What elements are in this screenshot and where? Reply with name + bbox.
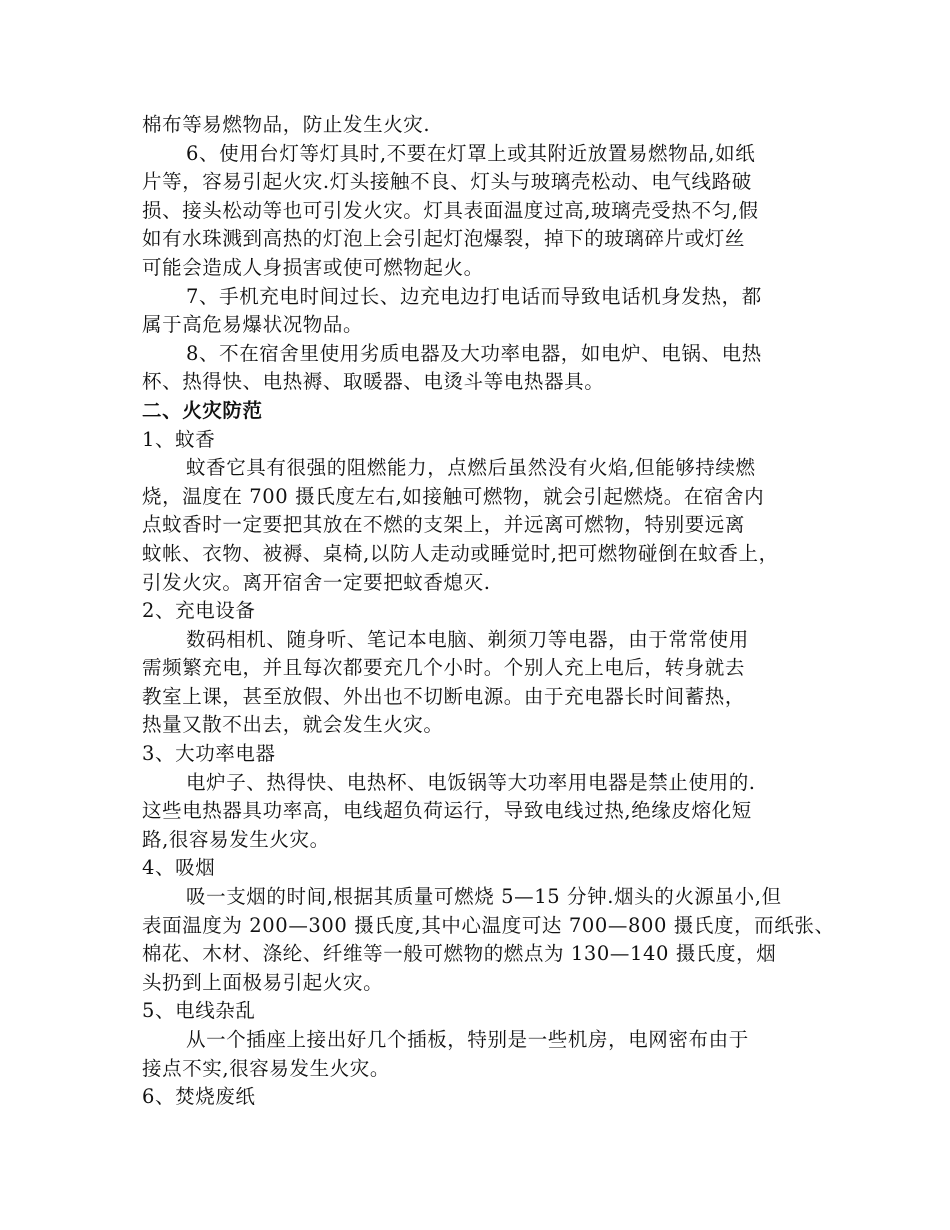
paragraph-first-line: 数码相机、随身听、笔记本电脑、剃须刀等电器，由于常常使用 (186, 627, 749, 651)
text-line: 需频繁充电，并且每次都要充几个小时。个别人充上电后，转身就去 (142, 656, 746, 680)
text-line: 杯、热得快、电热褥、取暖器、电烫斗等电热器具。 (142, 370, 605, 394)
text-line: 蚊帐、衣物、被褥、桌椅,以防人走动或睡觉时,把可燃物碰倒在蚊香上， (142, 541, 779, 565)
subsection-heading: 2、充电设备 (142, 599, 256, 623)
paragraph-first-line: 8、不在宿舍里使用劣质电器及大功率电器，如电炉、电锅、电热 (186, 341, 762, 365)
text-line: 接点不实,很容易发生火灾。 (142, 1056, 390, 1080)
section-heading: 二、火灾防范 (142, 398, 263, 422)
text-line: 可能会造成人身损害或使可燃物起火。 (142, 255, 484, 279)
text-line: 点蚊香时一定要把其放在不燃的支架上，并远离可燃物，特别要远离 (142, 513, 746, 537)
text-line: 棉花、木材、涤纶、纤维等一般可燃物的燃点为 130—140 摄氏度，烟 (142, 942, 777, 966)
paragraph-first-line: 7、手机充电时间过长、边充电边打电话而导致电话机身发热，都 (186, 284, 762, 308)
text-line: 棉布等易燃物品，防止发生火灾. (142, 113, 431, 136)
text-line: 头扔到上面极易引起火灾。 (142, 970, 384, 994)
text-line: 如有水珠溅到高热的灯泡上会引起灯泡爆裂，掉下的玻璃碎片或灯丝 (142, 227, 746, 251)
subsection-heading: 5、电线杂乱 (142, 999, 256, 1023)
text-line: 引发火灾。离开宿舍一定要把蚊香熄灭. (142, 570, 491, 594)
subsection-heading: 3、大功率电器 (142, 742, 276, 766)
paragraph-first-line: 6、使用台灯等灯具时,不要在灯罩上或其附近放置易燃物品,如纸 (186, 141, 756, 165)
text-line: 热量又散不出去，就会发生火灾。 (142, 713, 444, 737)
text-line: 属于高危易爆状况物品。 (142, 313, 364, 337)
text-line: 表面温度为 200—300 摄氏度,其中心温度可达 700—800 摄氏度，而纸张、 (142, 913, 835, 937)
paragraph-first-line: 蚊香它具有很强的阻燃能力，点燃后虽然没有火焰,但能够持续燃 (186, 456, 756, 480)
text-line: 这些电热器具功率高，电线超负荷运行，导致电线过热,绝缘皮熔化短 (142, 799, 752, 823)
paragraph-first-line: 电炉子、热得快、电热杯、电饭锅等大功率用电器是禁止使用的. (186, 770, 756, 794)
text-line: 路,很容易发生火灾。 (142, 827, 330, 851)
text-line: 片等，容易引起火灾.灯头接触不良、灯头与玻璃壳松动、电气线路破 (142, 170, 752, 194)
subsection-heading: 1、蚊香 (142, 427, 216, 451)
subsection-heading: 4、吸烟 (142, 856, 216, 880)
document-page (142, 111, 835, 1112)
text-line: 损、接头松动等也可引发火灾。灯具表面温度过高,玻璃壳受热不匀,假 (142, 198, 759, 222)
subsection-heading: 6、焚烧废纸 (142, 1085, 256, 1109)
paragraph-first-line: 吸一支烟的时间,根据其质量可燃烧 5—15 分钟.烟头的火源虽小,但 (186, 885, 782, 909)
paragraph-first-line: 从一个插座上接出好几个插板，特别是一些机房，电网密布由于 (186, 1028, 749, 1051)
text-line: 教室上课，甚至放假、外出也不切断电源。由于充电器长时间蓄热， (142, 684, 746, 708)
text-line: 烧，温度在 700 摄氏度左右,如接触可燃物，就会引起燃烧。在宿舍内 (142, 484, 765, 508)
